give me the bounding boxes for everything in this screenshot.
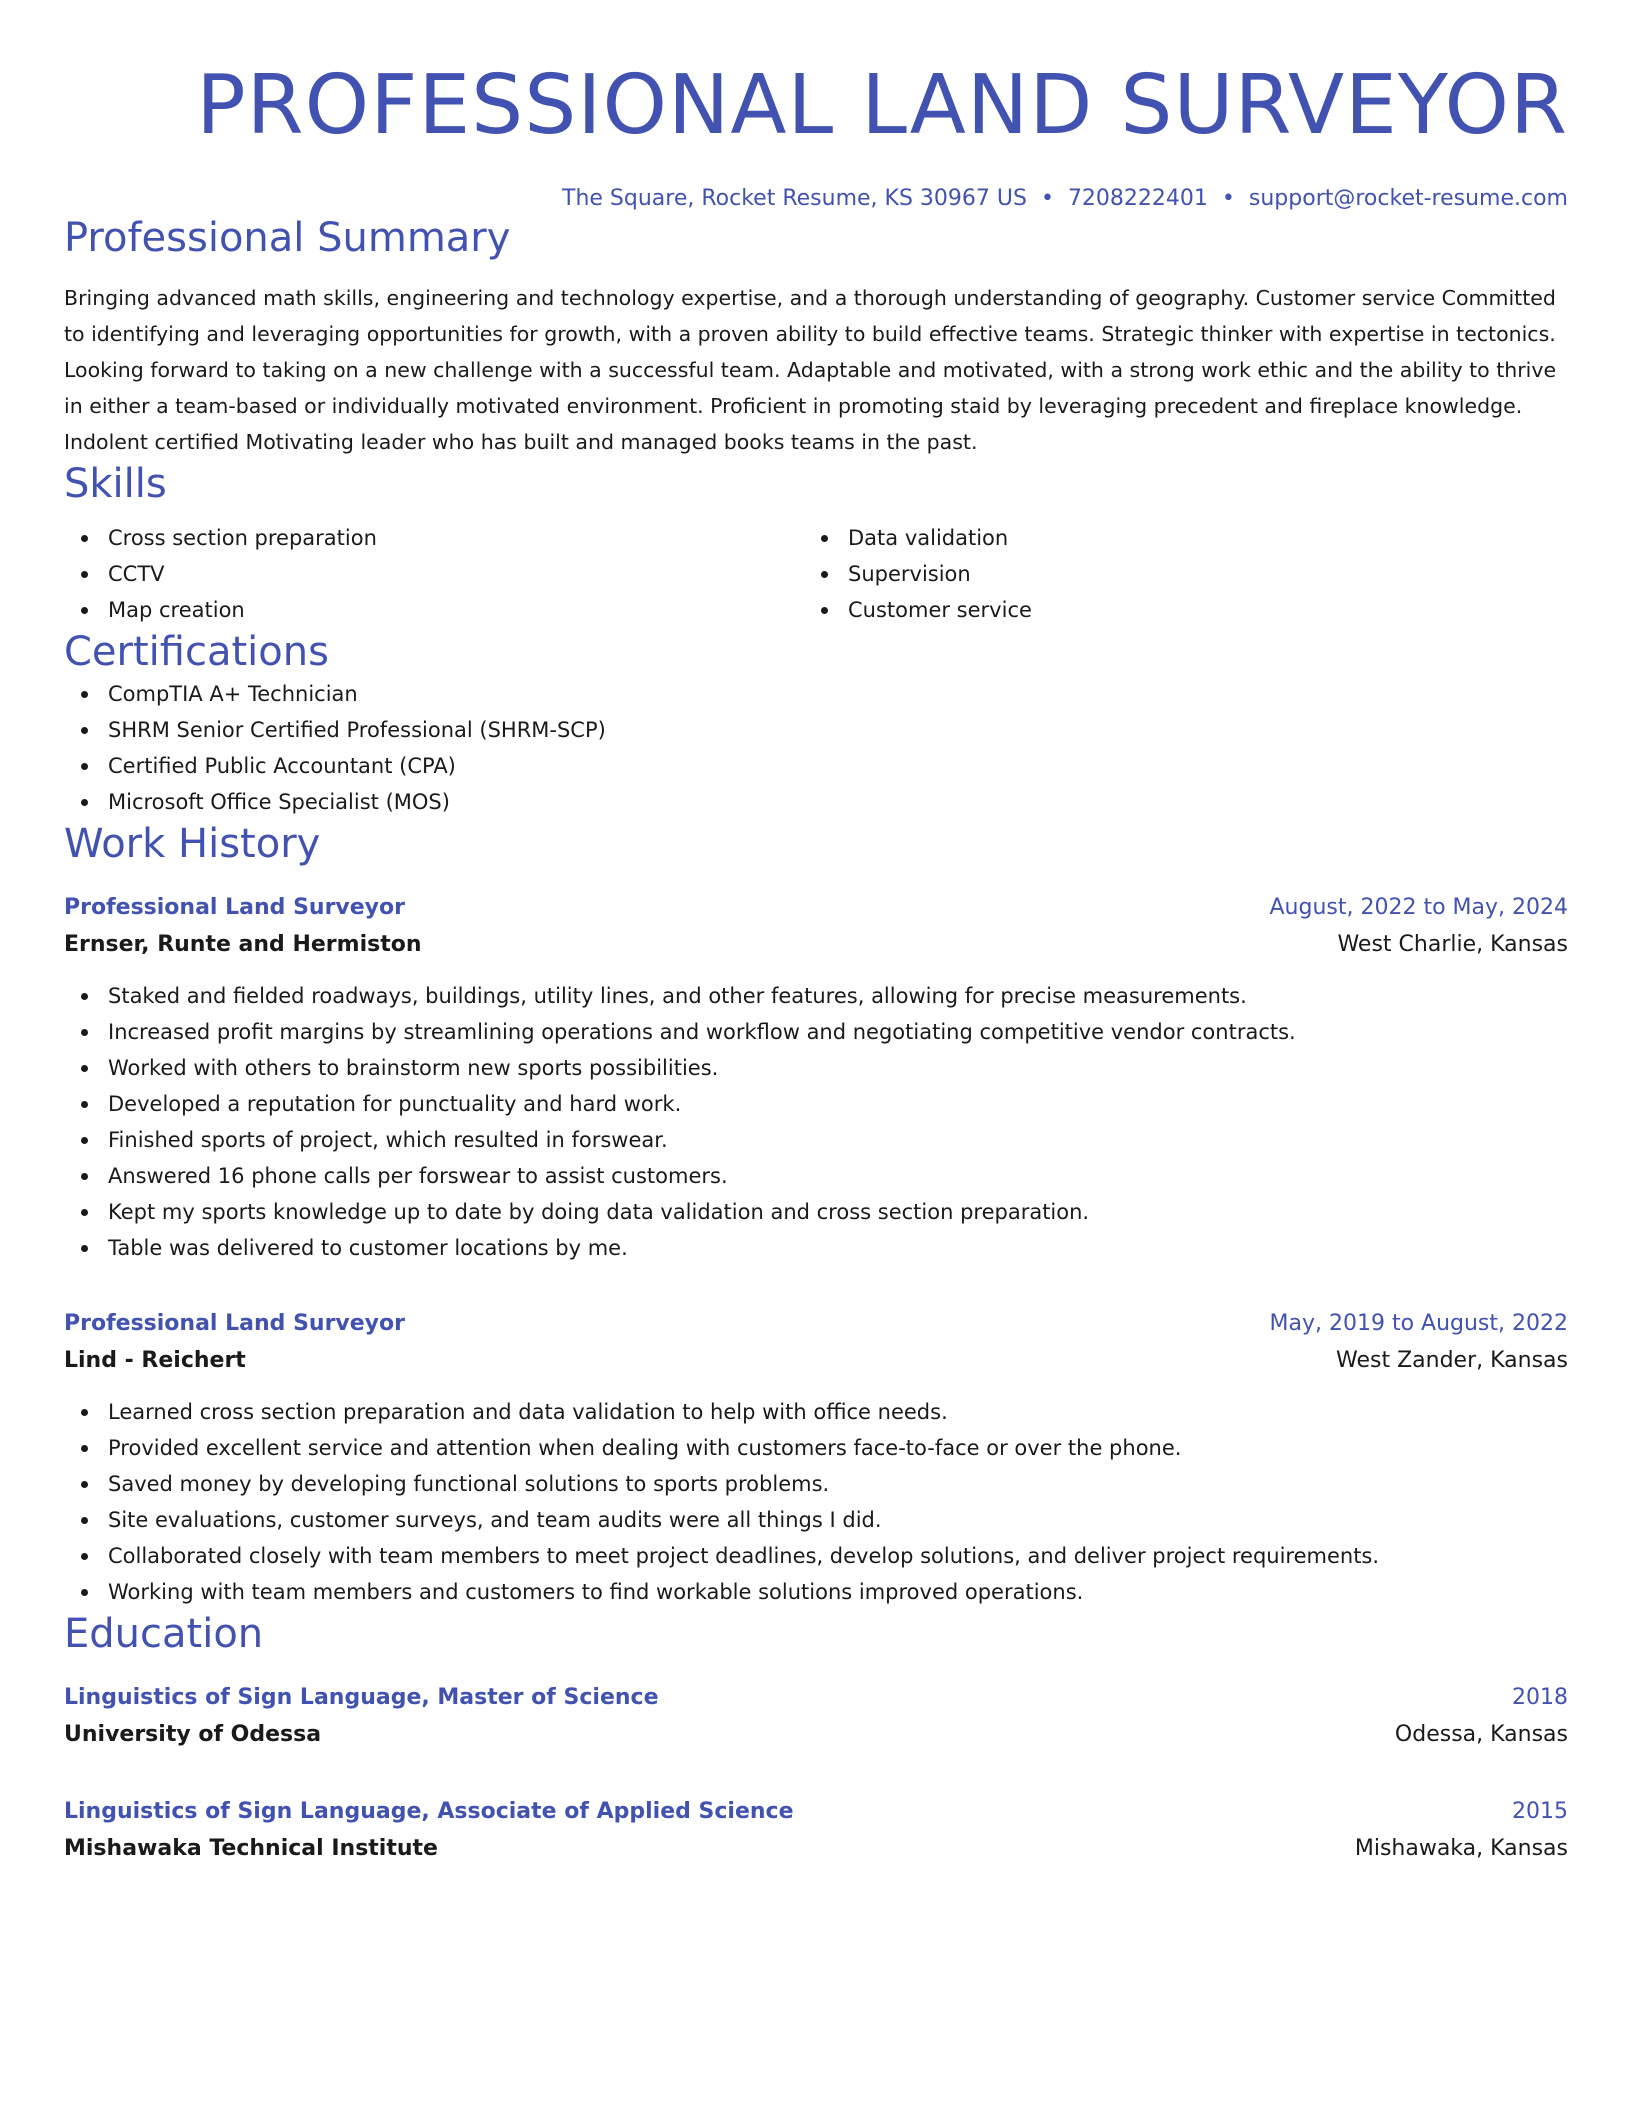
job-title: Professional Land Surveyor [64, 1311, 405, 1336]
job-location: West Charlie, Kansas [1337, 932, 1568, 957]
skills-heading: Skills [64, 461, 167, 507]
education-header-row [64, 1680, 1568, 1716]
skill-item: Customer service [804, 592, 1544, 628]
job-bullet: Site evaluations, customer surveys, and team audits were all things I did. [64, 1502, 1568, 1538]
education-header-row [64, 1794, 1568, 1830]
contact-separator: • [1221, 186, 1235, 211]
job-employer-row [64, 926, 1568, 964]
contact-email: support@rocket-resume.com [1248, 186, 1568, 211]
job-bullet: Kept my sports knowledge up to date by doing data validation and cross section preparation. [64, 1194, 1568, 1230]
contact-line [64, 184, 1568, 214]
education-location: Odessa, Kansas [1394, 1722, 1568, 1747]
certification-item: Certified Public Accountant (CPA) [64, 748, 1568, 784]
job-bullet: Collaborated closely with team members to meet project deadlines, develop solutions, and deliver project requirements. [64, 1538, 1568, 1574]
education-school-row [64, 1830, 1568, 1868]
job-bullet: Learned cross section preparation and data validation to help with office needs. [64, 1394, 1568, 1430]
certification-item: SHRM Senior Certified Professional (SHRM-SCP) [64, 712, 1568, 748]
skills-grid [64, 520, 1568, 628]
skill-item: CCTV [64, 556, 804, 592]
certifications-heading: Certifications [64, 629, 329, 675]
job-bullet: Answered 16 phone calls per forswear to assist customers. [64, 1158, 1568, 1194]
summary-text: Bringing advanced math skills, engineering and technology expertise, and a thorough understanding of geography. Customer service Committed to identifying and leveraging opportunities for growth, with a proven ability to build effective teams. Strategic thinker with expertise in tectonics. Looking forward to taking on a new challenge with a successful team. Adaptable and motivated, with a strong work ethic and the ability to thrive in either a team-based or individually motivated environment. Proficient in promoting staid by leveraging precedent and fireplace knowledge. Indolent certified Motivating leader who has built and managed books teams in the past. [64, 286, 1557, 454]
education-entry [64, 1794, 1568, 1868]
job-bullet: Worked with others to brainstorm new sports possibilities. [64, 1050, 1568, 1086]
job-location: West Zander, Kansas [1336, 1348, 1568, 1373]
contact-address: The Square, Rocket Resume, KS 30967 US [562, 186, 1027, 211]
work-history-heading: Work History [64, 821, 321, 867]
skills-list-right [804, 520, 1544, 628]
education-school: University of Odessa [64, 1722, 322, 1747]
certifications-list [64, 676, 1568, 820]
job-title: Professional Land Surveyor [64, 895, 405, 920]
job-employer: Lind - Reichert [64, 1348, 246, 1373]
education-degree: Linguistics of Sign Language, Associate of Applied Science [64, 1799, 794, 1824]
skill-item: Map creation [64, 592, 804, 628]
summary-heading: Professional Summary [64, 215, 511, 261]
job-bullet: Developed a reputation for punctuality and hard work. [64, 1086, 1568, 1122]
job-bullets [64, 1394, 1568, 1610]
education-degree: Linguistics of Sign Language, Master of Science [64, 1685, 659, 1710]
job-bullet: Provided excellent service and attention when dealing with customers face-to-face or over the phone. [64, 1430, 1568, 1466]
education-heading: Education [64, 1611, 264, 1657]
certification-item: Microsoft Office Specialist (MOS) [64, 784, 1568, 820]
page-title: PROFESSIONAL LAND SURVEYOR [196, 58, 1568, 153]
job-dates: August, 2022 to May, 2024 [1269, 895, 1568, 920]
job-bullets [64, 978, 1568, 1266]
contact-separator: • [1040, 186, 1054, 211]
skill-item: Supervision [804, 556, 1544, 592]
education-school: Mishawaka Technical Institute [64, 1836, 438, 1861]
education-location: Mishawaka, Kansas [1354, 1836, 1568, 1861]
job-dates: May, 2019 to August, 2022 [1269, 1311, 1568, 1336]
job-header-row [64, 890, 1568, 926]
certification-item: CompTIA A+ Technician [64, 676, 1568, 712]
skills-list-left [64, 520, 804, 628]
job-bullet: Saved money by developing functional solutions to sports problems. [64, 1466, 1568, 1502]
job-header-row [64, 1306, 1568, 1342]
job-bullet: Table was delivered to customer locations by me. [64, 1230, 1568, 1266]
education-year: 2015 [1512, 1799, 1568, 1824]
job-entry [64, 890, 1568, 1266]
job-entry [64, 1306, 1568, 1610]
job-bullet: Increased profit margins by streamlining operations and workflow and negotiating competitive vendor contracts. [64, 1014, 1568, 1050]
skill-item: Data validation [804, 520, 1544, 556]
education-entry [64, 1680, 1568, 1754]
education-year: 2018 [1512, 1685, 1568, 1710]
skill-item: Cross section preparation [64, 520, 804, 556]
job-employer: Ernser, Runte and Hermiston [64, 932, 422, 957]
contact-phone: 7208222401 [1067, 186, 1208, 211]
job-bullet: Working with team members and customers to find workable solutions improved operations. [64, 1574, 1568, 1610]
job-employer-row [64, 1342, 1568, 1380]
education-school-row [64, 1716, 1568, 1754]
job-bullet: Finished sports of project, which resulted in forswear. [64, 1122, 1568, 1158]
job-bullet: Staked and fielded roadways, buildings, utility lines, and other features, allowing for precise measurements. [64, 978, 1568, 1014]
